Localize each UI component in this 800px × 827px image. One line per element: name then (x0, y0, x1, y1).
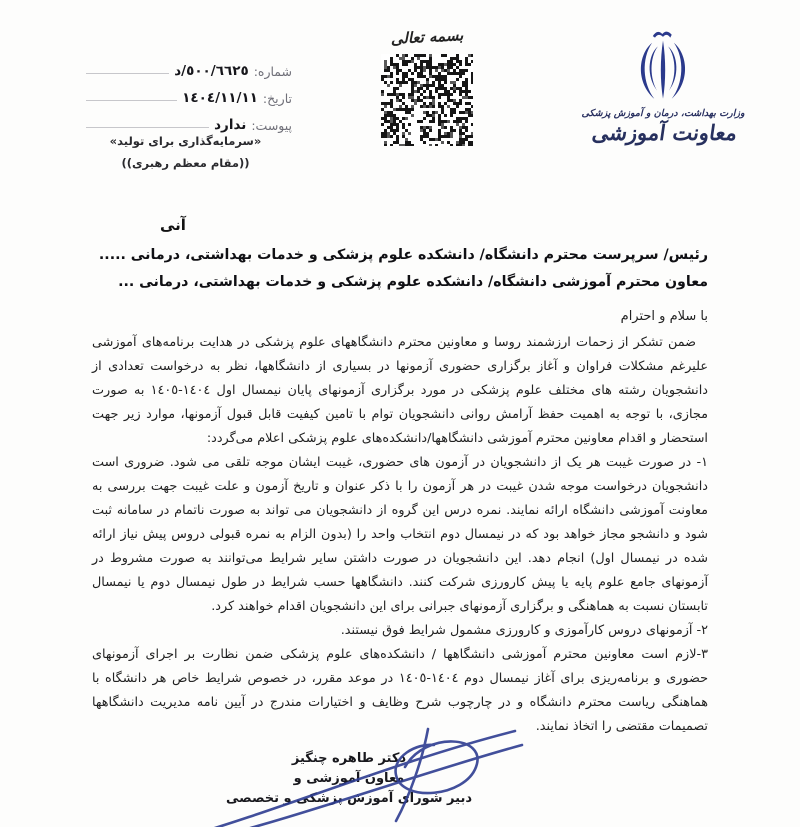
ministry-name: وزارت بهداشت، درمان و آموزش پزشکی (581, 108, 745, 119)
attachment-underline (86, 127, 209, 128)
number-label: شماره: (253, 64, 292, 79)
signature-block (188, 749, 510, 809)
letter-meta (86, 52, 292, 133)
item-1: ١- در صورت غیبت هر یک از دانشجویان در آزمون های حضوری، غیبت ایشان موجه تلقی می شود. ضروری است دانشجویان درخواست موجه شدن غیبت در هر آزمون را با ذکر عنوان و تاریخ آزمون و علت غیبت جهت بررسی به معاونت آموزشی دانشگاه ارائه نمایند. نمره درس این گروه از دانشجویان می تواند به صورت ناتمام در سامانه ثبت شود و دانشجو مجاز خواهد بود که در نیمسال دوم انتخاب واحد را (بدون الزام به نمره قبولی دروس پیش نیاز ارائه شده در نیمسال اول) انجام دهد. این دانشجویان در صورت داشتن سایر شرایط می‌توانند به صورت مشروط در آزمونهای جامع علوم پایه یا پیش کارورزی شرکت کنند. دانشگاهها حسب شرایط در طول نیمسال دوم یا نیمسال تابستان نسبت به هماهنگی و برگزاری آزمونهای جبرانی برای این دانشجویان اقدام خواهند کرد. (92, 455, 708, 614)
attachment-value: ندارد (214, 117, 247, 133)
date-underline (86, 100, 177, 101)
ministry-brand (548, 26, 778, 145)
attachment-label: پیوست: (251, 118, 292, 133)
letter-number-row (86, 52, 292, 79)
signer-name: دکتر طاهره چنگیز (291, 751, 407, 766)
intro-paragraph: ضمن تشکر از زحمات ارزشمند روسا و معاونین محترم دانشگاههای علوم پزشکی در هدایت برنامه‌های آموزشی علیرغم مشکلات فراوان و آغاز برگزاری حضوری آزمونها در بسیاری از دانشگاهها، نظر به درخواست تعدادی از دانشجویان رشته های مختلف علوم پزشکی در مورد برگزاری آزمونهای پایان نیمسال اول ١٤٠٤-١٤٠٥ به صورت مجازی، با توجه به اهمیت حفظ آرامش روانی دانشجویان توام با تامین کیفیت قابل قبول آزمونها، موارد زیر جهت استحضار و اقدام معاونین محترم آموزشی دانشگاهها/دانشکده‌های علوم پزشکی اعلام می‌گردد: (92, 335, 708, 446)
qr-code (381, 54, 473, 146)
item-2: ٢- آزمونهای دروس کارآموزی و کارورزی مشمول شرایط فوق نیستند. (340, 623, 708, 638)
recipient-line-1: رئیس/ سرپرست محترم دانشگاه/ دانشکده علوم پزشکی و خدمات بهداشتی، درمانی ..... (98, 247, 708, 263)
slogan-line1: «سرمایه‌گذاری برای تولید» (109, 134, 262, 148)
signer-title-1: معاون آموزشی و (293, 771, 405, 786)
slogan-line2: ((مقام معظم رهبری)) (121, 156, 250, 170)
letter-date-row (86, 79, 292, 106)
letter-body (92, 242, 708, 739)
recipient-line-2: معاون محترم آموزشی دانشگاه/ دانشکده علوم پزشکی و خدمات بهداشتی، درمانی ... (118, 274, 708, 290)
salutation: با سلام و احترام (620, 309, 708, 324)
letter-attachment-row (86, 106, 292, 133)
number-underline (86, 73, 169, 74)
date-value: ١٤٠٤/١١/١١ (182, 90, 258, 106)
letterhead (0, 0, 800, 242)
date-label: تاریخ: (262, 91, 292, 106)
iran-emblem-icon (630, 26, 696, 106)
signer-title-2: دبیر شورای آموزش پزشکی و تخصصی (225, 791, 472, 806)
deputy-name: معاونت آموزشی (589, 121, 737, 145)
priority-stamp: آنی (160, 216, 186, 234)
slogan (78, 130, 293, 174)
number-value: ٥٠٠/٦٦٢٥/د (174, 63, 249, 79)
center-header (352, 28, 502, 146)
item-3: ٣-لازم است معاونین محترم آموزشی دانشگاهها / دانشکده‌های علوم پزشکی ضمن نظارت بر اجرای آزمونهای حضوری و برنامه‌ریزی برای آغاز نیمسال دوم ١٤٠٤-١٤٠٥ در موعد مقرر، در خصوص شرایط خاص هر دانشگاه با هماهنگی ریاست محترم دانشگاه و در چارچوب شرح وظایف و اختیارات مندرج در آیین نامه مدیریت دانشگاهها تصمیمات مقتضی را اتخاذ نمایند. (92, 647, 708, 734)
bismillah-text: بسمه تعالی (390, 26, 464, 48)
